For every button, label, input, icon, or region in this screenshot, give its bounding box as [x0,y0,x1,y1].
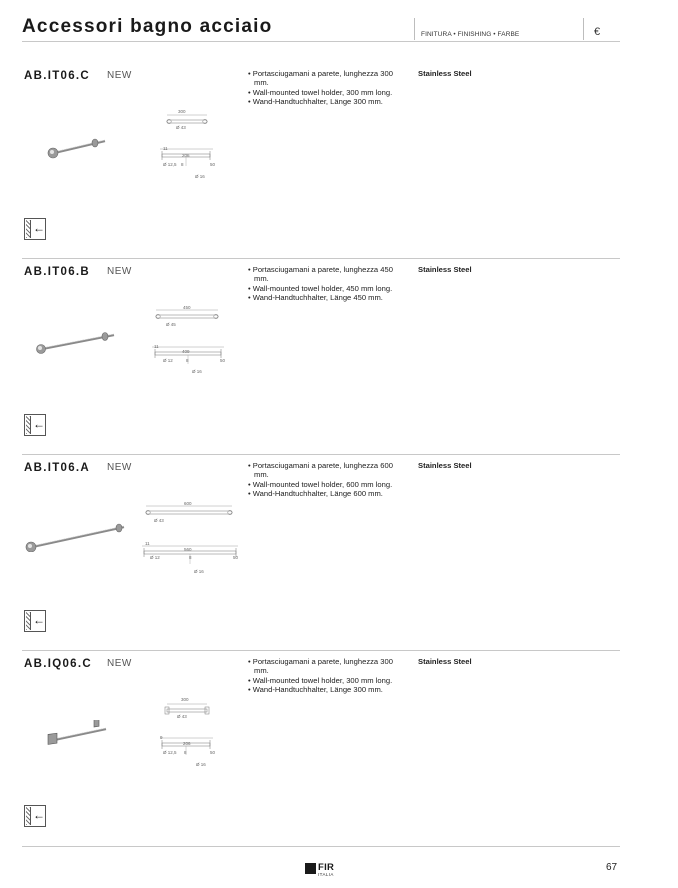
dimension-label: 9 [160,735,163,740]
description-line: • Wall-mounted towel holder, 600 mm long. [248,479,393,489]
dimension-label: 600 [184,501,192,506]
dimension-label: 206 [182,153,190,158]
finish-value: Stainless Steel [418,265,472,274]
logo-subtext: ITALIA [318,872,334,877]
product-description [248,461,408,499]
new-badge: NEW [107,70,132,81]
dimension-label: 8 [181,162,184,167]
dimension-label: Ø 12 [150,555,160,560]
header-rule [22,41,620,42]
dimension-label: Ø 12 [163,358,173,363]
dimension-label: 50 [210,162,216,167]
product-code: AB.IT06.C [24,70,91,82]
header-divider [414,18,415,40]
wall-mount-icon: ← [24,610,46,632]
description-line: • Portasciugamani a parete, lunghezza 450 mm. [248,265,393,284]
dimension-label: Ø 12,5 [163,162,177,167]
towel-bar-photo [44,132,110,162]
product-description [248,69,408,107]
new-badge: NEW [107,266,132,277]
footer-rule [22,846,620,847]
description-line: • Wall-mounted towel holder, 300 mm long. [248,87,393,97]
dimension-label: Ø 16 [194,569,204,574]
dimension-label: 206 [183,741,191,746]
product-code: AB.IT06.B [24,266,91,278]
new-badge: NEW [107,658,132,669]
dimension-label: Ø 43 [177,714,187,719]
towel-bar-photo [22,520,128,552]
description-line: • Portasciugamani a parete, lunghezza 600 mm. [248,461,393,480]
dimension-label: Ø 45 [166,322,176,327]
towel-bar-photo [44,720,110,750]
dimension-label: Ø 16 [195,174,205,179]
price-column-header: € [594,26,601,38]
product-entry [0,454,678,650]
new-badge: NEW [107,462,132,473]
product-description [248,265,408,303]
dimension-label: 8 [186,358,189,363]
description-line: • Wand-Handtuchhalter, Länge 300 mm. [248,685,383,695]
dimension-label: Ø 12,5 [163,750,177,755]
page-number: 67 [606,862,618,873]
dimension-label: 450 [183,305,191,310]
finish-value: Stainless Steel [418,69,472,78]
wall-mount-icon: ← [24,414,46,436]
dimension-label: 11 [163,146,168,151]
description-line: • Wall-mounted towel holder, 450 mm long. [248,283,393,293]
wall-mount-icon: ← [24,805,46,827]
description-line: • Portasciugamani a parete, lunghezza 300 mm. [248,657,393,676]
product-entry [0,650,678,846]
dimension-label: Ø 16 [196,762,206,767]
dimension-label: 409 [182,349,190,354]
page-title: Accessori bagno acciaio [22,16,273,37]
dimension-label: 300 [181,697,189,702]
description-line: • Wand-Handtuchhalter, Länge 300 mm. [248,97,383,107]
technical-drawing [155,108,217,182]
logo-mark-icon [305,863,316,874]
description-line: • Wand-Handtuchhalter, Länge 600 mm. [248,489,383,499]
technical-drawing [155,696,217,770]
dimension-label: 50 [220,358,226,363]
dimension-label: 300 [178,109,186,114]
dimension-label: 560 [184,547,192,552]
finish-value: Stainless Steel [418,461,472,470]
product-entry [0,258,678,454]
brand-logo [305,862,341,880]
dimension-label: 8 [189,555,192,560]
product-code: AB.IQ06.C [24,658,92,670]
dimension-label: Ø 43 [176,125,186,130]
description-line: • Portasciugamani a parete, lunghezza 300 mm. [248,69,393,88]
description-line: • Wand-Handtuchhalter, Länge 450 mm. [248,293,383,303]
dimension-label: 11 [154,344,159,349]
logo-text: FIR [318,862,335,873]
header-divider [583,18,584,40]
finish-value: Stainless Steel [418,657,472,666]
product-code: AB.IT06.A [24,462,91,474]
dimension-label: 8 [184,750,187,755]
description-line: • Wall-mounted towel holder, 300 mm long. [248,675,393,685]
dimension-label: Ø 43 [154,518,164,523]
product-description [248,657,408,695]
finish-column-header: FINITURA • FINISHING • FARBE [421,31,520,38]
technical-drawing [146,302,228,378]
dimension-label: 50 [210,750,216,755]
dimension-label: 50 [233,555,239,560]
technical-drawing [138,498,244,578]
dimension-label: Ø 16 [192,369,202,374]
product-entry [0,62,678,258]
wall-mount-icon: ← [24,218,46,240]
dimension-label: 11 [145,541,150,546]
towel-bar-photo [34,328,118,354]
